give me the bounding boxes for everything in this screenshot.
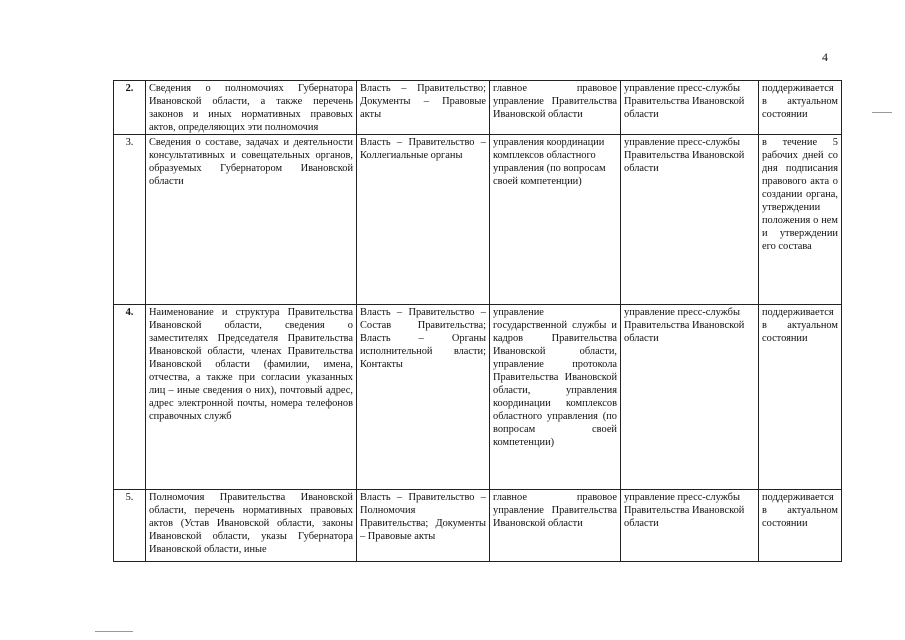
section-cell: Власть – Правительство – Полномочия Правительства; Документы – Правовые акты xyxy=(357,490,490,562)
scan-artifact-bottom xyxy=(95,631,133,632)
info-cell: Сведения о составе, задачах и деятельности консультативных и совещательных органов, образуемых Губернатором Ивановской области xyxy=(146,135,357,305)
section-cell: Власть – Правительство – Коллегиальные органы xyxy=(357,135,490,305)
info-cell: Полномочия Правительства Ивановской области, перечень нормативных правовых актов (Устав Ивановской области, законы Ивановской области, указы Губернатора Ивановской области, иные xyxy=(146,490,357,562)
term-cell: поддерживается в актуальном состоянии xyxy=(759,305,842,490)
table-row xyxy=(114,490,842,562)
page-number: 4 xyxy=(822,50,828,64)
table-row xyxy=(114,305,842,490)
term-cell: поддерживается в актуальном состоянии xyxy=(759,81,842,135)
term-cell: поддерживается в актуальном состоянии xyxy=(759,490,842,562)
responsible-cell: управления координации комплексов областного управления (по вопросам своей компетенции) xyxy=(490,135,621,305)
term-cell: в течение 5 рабочих дней со дня подписания правового акта о создании органа, утверждении положения о нем и утверждении его состава xyxy=(759,135,842,305)
row-number: 2. xyxy=(114,81,146,135)
row-number: 3. xyxy=(114,135,146,305)
publisher-cell: управление пресс-службы Правительства Ивановской области xyxy=(621,135,759,305)
publisher-cell: управление пресс-службы Правительства Ивановской области xyxy=(621,305,759,490)
info-cell: Наименование и структура Правительства Ивановской области, сведения о заместителях Председателя Правительства Ивановской области, членах Правительства Ивановской области (фамилии, имена, отчества, а также при согласии указанных лиц – иные сведения о них), почтовый адрес, адрес электронной почты, номера телефонов справочных служб xyxy=(146,305,357,490)
section-cell: Власть – Правительство – Состав Правительства; Власть – Органы исполнительной власти; Контакты xyxy=(357,305,490,490)
table-row xyxy=(114,81,842,135)
publisher-cell: управление пресс-службы Правительства Ивановской области xyxy=(621,81,759,135)
row-number: 4. xyxy=(114,305,146,490)
section-cell: Власть – Правительство; Документы – Правовые акты xyxy=(357,81,490,135)
responsible-cell: управление государственной службы и кадров Правительства Ивановской области, управление протокола Правительства Ивановской области, управления координации комплексов областного управления (по вопросам своей компетенции) xyxy=(490,305,621,490)
info-cell: Сведения о полномочиях Губернатора Ивановской области, а также перечень законов и иных нормативных правовых актов, определяющих эти полномочия xyxy=(146,81,357,135)
publisher-cell: управление пресс-службы Правительства Ивановской области xyxy=(621,490,759,562)
table-row xyxy=(114,135,842,305)
publication-table xyxy=(113,80,842,562)
responsible-cell: главное правовое управление Правительства Ивановской области xyxy=(490,81,621,135)
scan-artifact-right xyxy=(872,112,892,113)
row-number: 5. xyxy=(114,490,146,562)
responsible-cell: главное правовое управление Правительства Ивановской области xyxy=(490,490,621,562)
